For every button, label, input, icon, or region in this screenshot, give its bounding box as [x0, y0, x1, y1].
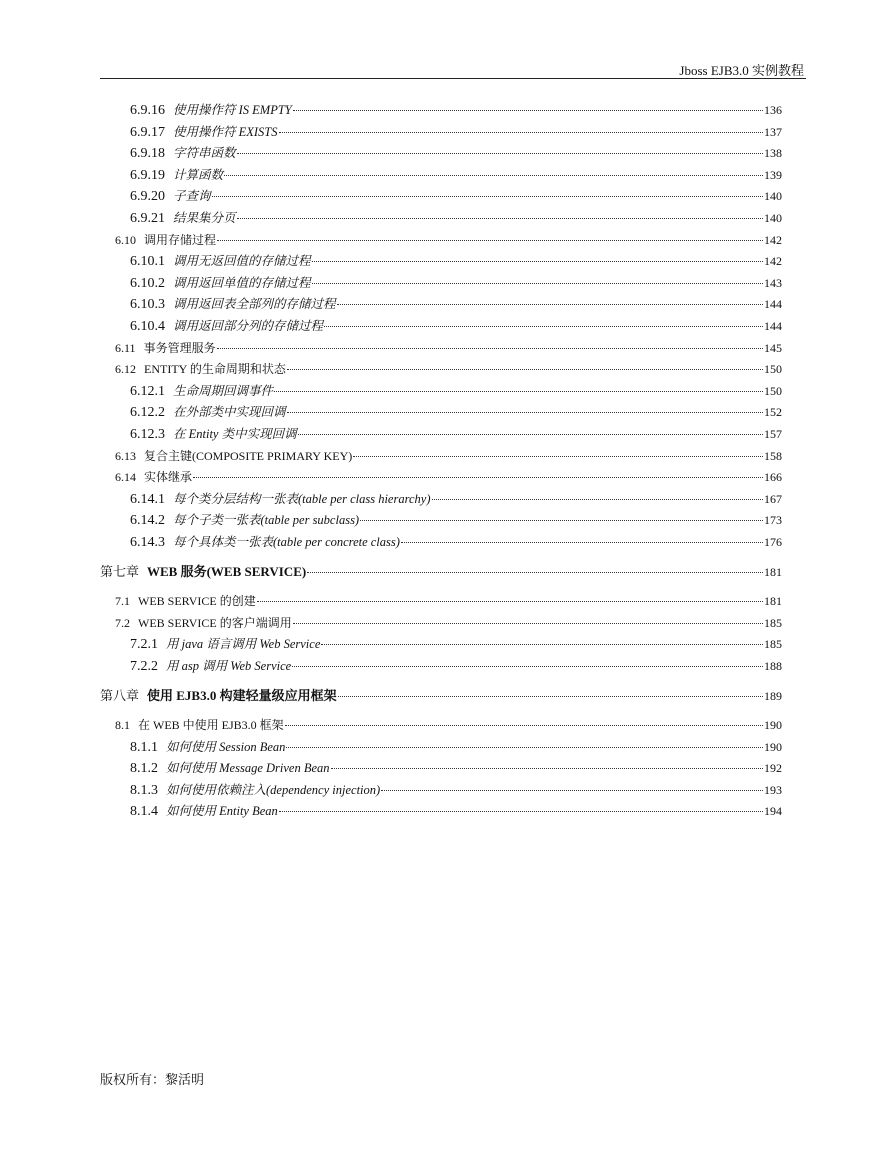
- toc-dot-leader: [237, 153, 763, 154]
- toc-dot-leader: [381, 790, 763, 791]
- toc-entry[interactable]: [100, 100, 782, 122]
- toc-entry-number: 6.12.3: [130, 426, 165, 442]
- toc-dot-leader: [257, 601, 763, 602]
- toc-entry-page: 185: [764, 637, 782, 652]
- toc-dot-leader: [279, 132, 763, 133]
- toc-entry-page: 142: [764, 232, 782, 247]
- toc-dot-leader: [360, 520, 763, 521]
- toc-entry-title: 如何使用依赖注入(dependency injection): [166, 782, 381, 797]
- toc-entry-page: 136: [764, 103, 782, 117]
- toc-entry[interactable]: [100, 186, 782, 208]
- toc-entry-number: 6.9.20: [130, 189, 165, 205]
- toc-entry-number: 6.9.17: [130, 124, 165, 140]
- toc-entry-title: 用 java 语言调用 Web Service: [166, 637, 321, 652]
- page-header: [100, 58, 806, 79]
- toc-entry-number: 6.9.18: [130, 146, 165, 162]
- toc-entry-page: 188: [764, 658, 782, 673]
- toc-entry-number: 6.10.3: [130, 297, 165, 313]
- toc-entry-title: 使用操作符 EXISTS: [173, 124, 278, 139]
- toc-dot-leader: [293, 623, 763, 624]
- toc-entry-title: 每个子类一张表(table per subclass): [173, 513, 360, 528]
- toc-entry-page: 145: [764, 340, 782, 355]
- toc-entry-page: 138: [764, 146, 782, 161]
- toc-dot-leader: [337, 304, 763, 305]
- toc-entry-title: 事务管理服务: [143, 340, 216, 355]
- toc-entry-title: 在 WEB 中使用 EJB3.0 框架: [138, 718, 284, 733]
- toc-entry[interactable]: [100, 634, 782, 656]
- toc-dot-leader: [321, 644, 763, 645]
- toc-entry[interactable]: [100, 656, 782, 678]
- toc-entry-page: 189: [764, 689, 782, 704]
- toc-entry-page: 157: [764, 426, 782, 441]
- toc-entry-title: 在 Entity 类中实现回调: [173, 426, 297, 441]
- toc-entry[interactable]: [100, 208, 782, 230]
- toc-entry[interactable]: [100, 251, 782, 273]
- toc-entry-number: 8.1.2: [130, 761, 158, 777]
- toc-dot-leader: [212, 196, 763, 197]
- toc-entry-number: 6.14.3: [130, 534, 165, 550]
- toc-entry[interactable]: [100, 715, 782, 737]
- toc-entry-number: 第七章: [100, 564, 140, 580]
- toc-entry[interactable]: [100, 758, 782, 780]
- toc-entry-page: 176: [764, 534, 782, 549]
- toc-dot-leader: [279, 811, 763, 812]
- toc-entry-number: 6.12: [115, 362, 136, 377]
- toc-entry-title: 字符串函数: [173, 146, 236, 161]
- toc-entry-number: 第八章: [100, 688, 140, 704]
- toc-entry-title: 调用返回部分列的存储过程: [173, 318, 324, 333]
- toc-entry-page: 144: [764, 297, 782, 312]
- toc-entry-number: 8.1.1: [130, 739, 158, 755]
- toc-entry-title: WEB 服务(WEB SERVICE): [147, 564, 307, 580]
- toc-entry-page: 190: [764, 739, 782, 754]
- toc-entry-number: 6.12.1: [130, 383, 165, 399]
- toc-entry-number: 6.13: [115, 448, 136, 463]
- toc-dot-leader: [237, 218, 763, 219]
- toc-entry[interactable]: [100, 780, 782, 802]
- toc-entry-page: 139: [764, 167, 782, 182]
- toc-entry[interactable]: [100, 424, 782, 446]
- toc-dot-leader: [286, 747, 763, 748]
- toc-entry[interactable]: [100, 316, 782, 338]
- toc-entry[interactable]: [100, 613, 782, 635]
- toc-dot-leader: [293, 110, 763, 111]
- toc-entry-number: 6.10.4: [130, 318, 165, 334]
- toc-entry-number: 7.2: [115, 615, 130, 630]
- toc-entry-page: 143: [764, 275, 782, 290]
- toc-entry-number: 6.9.19: [130, 167, 165, 183]
- toc-entry[interactable]: [100, 381, 782, 403]
- toc-dot-leader: [224, 175, 763, 176]
- toc-entry-title: 调用返回表全部列的存储过程: [173, 297, 336, 312]
- toc-entry-title: 生命周期回调事件: [173, 383, 274, 398]
- toc-entry-number: 8.1.3: [130, 782, 158, 798]
- toc-entry[interactable]: [100, 143, 782, 165]
- toc-dot-leader: [307, 572, 763, 573]
- toc-entry-title: 如何使用 Session Bean: [166, 739, 286, 754]
- toc-entry-title: 在外部类中实现回调: [173, 405, 286, 420]
- toc-entry-number: 8.1: [115, 718, 130, 733]
- toc-entry[interactable]: [100, 359, 782, 381]
- toc-entry-number: 8.1.4: [130, 804, 158, 820]
- toc-entry-page: 150: [764, 362, 782, 377]
- toc-entry-number: 6.10.2: [130, 275, 165, 291]
- toc-entry[interactable]: [100, 737, 782, 759]
- toc-dot-leader: [217, 240, 763, 241]
- toc-entry-title: 结果集分页: [173, 210, 236, 225]
- toc-entry-title: 每个类分层结构一张表(table per class hierarchy): [173, 491, 431, 506]
- toc-entry-page: 140: [764, 210, 782, 225]
- toc-entry[interactable]: [100, 591, 782, 613]
- toc-entry-number: 6.14.1: [130, 491, 165, 507]
- toc-dot-leader: [217, 348, 763, 349]
- toc-dot-leader: [274, 391, 763, 392]
- toc-entry-page: 150: [764, 383, 782, 398]
- toc-entry[interactable]: [100, 294, 782, 316]
- toc-entry-page: 192: [764, 761, 782, 776]
- toc-entry[interactable]: [100, 510, 782, 532]
- toc-entry-title: 调用无返回值的存储过程: [173, 254, 311, 269]
- toc-entry-number: 6.14.2: [130, 513, 165, 529]
- toc-entry-number: 6.11: [115, 340, 136, 355]
- toc-dot-leader: [312, 283, 763, 284]
- toc-dot-leader: [432, 499, 764, 500]
- toc-entry[interactable]: [100, 532, 782, 554]
- toc-dot-leader: [298, 434, 763, 435]
- toc-entry-page: 190: [764, 718, 782, 733]
- toc-entry[interactable]: [100, 402, 782, 424]
- footer-copyright: 版权所有：黎活明: [100, 1072, 205, 1087]
- toc-entry[interactable]: [100, 489, 782, 511]
- toc-entry-number: 6.14: [115, 470, 136, 485]
- toc-entry-title: 用 asp 调用 Web Service: [166, 658, 292, 673]
- toc-dot-leader: [287, 369, 763, 370]
- toc-entry-title: WEB SERVICE 的创建: [138, 594, 256, 609]
- toc-entry-page: 193: [764, 782, 782, 797]
- toc-entry-number: 6.9.21: [130, 210, 165, 226]
- toc-entry[interactable]: [100, 446, 782, 468]
- toc-entry-title: WEB SERVICE 的客户端调用: [138, 615, 292, 630]
- toc-entry[interactable]: [100, 230, 782, 252]
- toc-entry-title: 使用 EJB3.0 构建轻量级应用框架: [147, 688, 337, 704]
- toc-dot-leader: [285, 725, 763, 726]
- toc-entry-title: ENTITY 的生命周期和状态: [144, 362, 286, 377]
- toc-entry[interactable]: [100, 165, 782, 187]
- toc-entry-page: 173: [764, 513, 782, 528]
- toc-entry-title: 每个具体类一张表(table per concrete class): [173, 534, 400, 549]
- header-title: Jboss EJB3.0 实例教程: [679, 63, 804, 78]
- toc-entry-number: 7.1: [115, 594, 130, 609]
- toc-entry-number: 6.9.16: [130, 103, 165, 118]
- toc-dot-leader: [331, 768, 763, 769]
- toc-entry-page: 140: [764, 189, 782, 204]
- toc-entry-page: 158: [764, 448, 782, 463]
- toc-entry-number: 7.2.1: [130, 637, 158, 653]
- toc-entry-title: 如何使用 Message Driven Bean: [166, 761, 330, 776]
- toc-entry-title: 复合主键(COMPOSITE PRIMARY KEY): [144, 448, 353, 463]
- toc-dot-leader: [312, 261, 763, 262]
- table-of-contents: [100, 100, 782, 823]
- toc-entry-page: 181: [764, 565, 782, 580]
- toc-entry-number: 6.12.2: [130, 405, 165, 421]
- toc-dot-leader: [401, 542, 763, 543]
- toc-entry-page: 152: [764, 405, 782, 420]
- toc-dot-leader: [324, 326, 763, 327]
- toc-entry-title: 实体继承: [144, 470, 193, 485]
- toc-entry-title: 使用操作符 IS EMPTY: [173, 103, 292, 117]
- toc-entry-title: 如何使用 Entity Bean: [166, 804, 278, 819]
- toc-entry-number: 6.10: [115, 232, 136, 247]
- toc-entry-page: 181: [764, 594, 782, 609]
- toc-entry-number: 7.2.2: [130, 658, 158, 674]
- toc-entry[interactable]: [100, 273, 782, 295]
- toc-entry-title: 子查询: [173, 189, 211, 204]
- toc-entry[interactable]: [100, 561, 782, 583]
- toc-dot-leader: [287, 412, 763, 413]
- toc-entry-page: 194: [764, 804, 782, 819]
- toc-entry-page: 137: [764, 124, 782, 139]
- toc-dot-leader: [338, 696, 763, 697]
- toc-entry-page: 185: [764, 615, 782, 630]
- toc-dot-leader: [353, 456, 763, 457]
- toc-entry-page: 166: [764, 470, 782, 485]
- toc-dot-leader: [292, 666, 763, 667]
- toc-entry[interactable]: [100, 685, 782, 707]
- toc-dot-leader: [193, 477, 763, 478]
- toc-entry[interactable]: [100, 801, 782, 823]
- toc-entry[interactable]: [100, 467, 782, 489]
- toc-entry-title: 调用返回单值的存储过程: [173, 275, 311, 290]
- toc-entry[interactable]: [100, 122, 782, 144]
- toc-entry-page: 167: [764, 491, 782, 506]
- toc-entry-title: 调用存储过程: [144, 232, 217, 247]
- toc-entry[interactable]: [100, 338, 782, 360]
- toc-entry-page: 144: [764, 318, 782, 333]
- toc-entry-page: 142: [764, 254, 782, 269]
- toc-entry-title: 计算函数: [173, 167, 224, 182]
- toc-entry-number: 6.10.1: [130, 254, 165, 270]
